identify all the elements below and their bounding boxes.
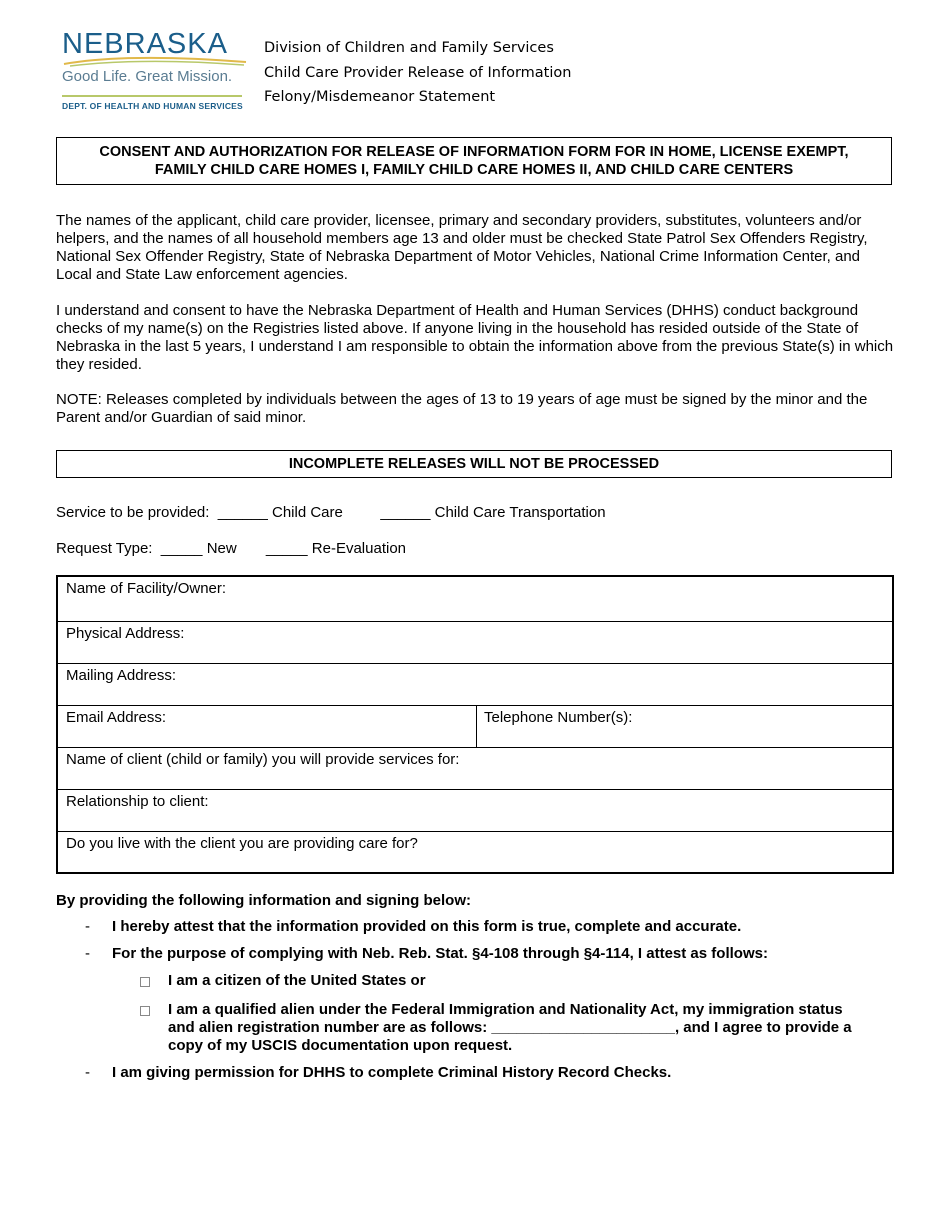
new-option: New	[206, 540, 237, 557]
incomplete-warning-box: INCOMPLETE RELEASES WILL NOT BE PROCESSED	[56, 450, 892, 478]
relationship-label: Relationship to client:	[66, 793, 209, 810]
transportation-option: Child Care Transportation	[434, 504, 606, 521]
live-with-client-row[interactable]	[58, 831, 892, 873]
email-label: Email Address:	[66, 709, 167, 726]
contact-divider	[476, 706, 477, 747]
mailing-address-label: Mailing Address:	[66, 667, 177, 684]
attestation-intro: By providing the following information and signing below:	[56, 892, 471, 909]
physical-address-label: Physical Address:	[66, 625, 185, 642]
attest-accuracy: I hereby attest that the information provided on this form is true, complete and accurate.	[112, 918, 742, 935]
request-type-row	[56, 540, 406, 557]
provider-info-table	[56, 575, 894, 874]
request-type-label: Request Type:	[56, 540, 153, 557]
telephone-label: Telephone Number(s):	[484, 709, 633, 726]
bullet-dash: -	[85, 1064, 90, 1081]
qualified-alien-line-1: I am a qualified alien under the Federal Immigration and Nationality Act, my immigration status	[168, 1001, 843, 1018]
facility-row[interactable]	[58, 577, 892, 621]
minor-note-paragraph: NOTE: Releases completed by individuals between the ages of 13 to 19 years of age must be signed by the minor and the Parent and/or Guardian of said minor.	[56, 391, 868, 426]
transportation-blank[interactable]: ______	[380, 504, 431, 521]
new-blank[interactable]: _____	[160, 540, 203, 557]
logo-divider	[62, 95, 242, 97]
consent-paragraph: I understand and consent to have the Nebraska Department of Health and Human Services (DHHS) conduct background checks of my name(s) on the Registries listed above. If anyone living in the household has resided outside of the State of Nebraska in the last 5 years, I understand I am responsible to obtain the information above from the previous State(s) in which they resided.	[56, 302, 894, 373]
header-division: Division of Children and Family Services	[264, 40, 554, 56]
qualified-alien-line-3: copy of my USCIS documentation upon request.	[168, 1037, 513, 1054]
service-row	[56, 504, 606, 521]
bullet-dash: -	[85, 945, 90, 962]
contact-row[interactable]	[58, 705, 892, 748]
physical-address-row[interactable]	[58, 621, 892, 664]
nebraska-dhhs-logo	[60, 28, 250, 114]
qualified-alien-line-2: and alien registration number are as follows: ______________________, and I agree to provide a	[168, 1019, 852, 1036]
mailing-address-row[interactable]	[58, 663, 892, 706]
client-name-row[interactable]	[58, 747, 892, 790]
logo-wordmark: NEBRASKA	[62, 28, 228, 60]
re-evaluation-blank[interactable]: _____	[265, 540, 308, 557]
document-header	[264, 36, 571, 110]
attest-criminal-check: I am giving permission for DHHS to complete Criminal History Record Checks.	[112, 1064, 672, 1081]
header-statement: Felony/Misdemeanor Statement	[264, 89, 496, 105]
qualified-alien-checkbox[interactable]	[140, 1006, 150, 1016]
header-form-name: Child Care Provider Release of Information	[264, 64, 572, 81]
attest-statute: For the purpose of complying with Neb. Reb. Stat. §4-108 through §4-114, I attest as follows:	[112, 945, 768, 962]
form-title-line-1: CONSENT AND AUTHORIZATION FOR RELEASE OF INFORMATION FORM FOR IN HOME, LICENSE EXEMPT,	[99, 144, 849, 160]
child-care-blank[interactable]: ______	[217, 504, 268, 521]
client-name-label: Name of client (child or family) you will provide services for:	[66, 751, 460, 768]
logo-tagline: Good Life. Great Mission.	[62, 68, 233, 85]
form-title-box	[56, 137, 892, 185]
child-care-option: Child Care	[272, 504, 343, 521]
form-title-line-2: FAMILY CHILD CARE HOMES I, FAMILY CHILD CARE HOMES II, AND CHILD CARE CENTERS	[154, 162, 794, 178]
relationship-row[interactable]	[58, 789, 892, 832]
registry-paragraph: The names of the applicant, child care provider, licensee, primary and secondary providers, substitutes, volunteers and/or helpers, and the names of all household members age 13 and older must be checked State Patrol Sex Offenders Registry, National Sex Offender Registry, State of Nebraska Department of Motor Vehicles, National Crime Information Center, and Local and State Law enforcement agencies.	[56, 212, 868, 283]
live-with-client-label: Do you live with the client you are providing care for?	[66, 835, 418, 852]
citizen-option: I am a citizen of the United States or	[168, 972, 426, 989]
facility-label: Name of Facility/Owner:	[66, 580, 227, 597]
citizen-checkbox[interactable]	[140, 977, 150, 987]
service-label: Service to be provided:	[56, 504, 210, 521]
re-evaluation-option: Re-Evaluation	[311, 540, 406, 557]
logo-department: DEPT. OF HEALTH AND HUMAN SERVICES	[62, 101, 243, 111]
bullet-dash: -	[85, 918, 90, 935]
